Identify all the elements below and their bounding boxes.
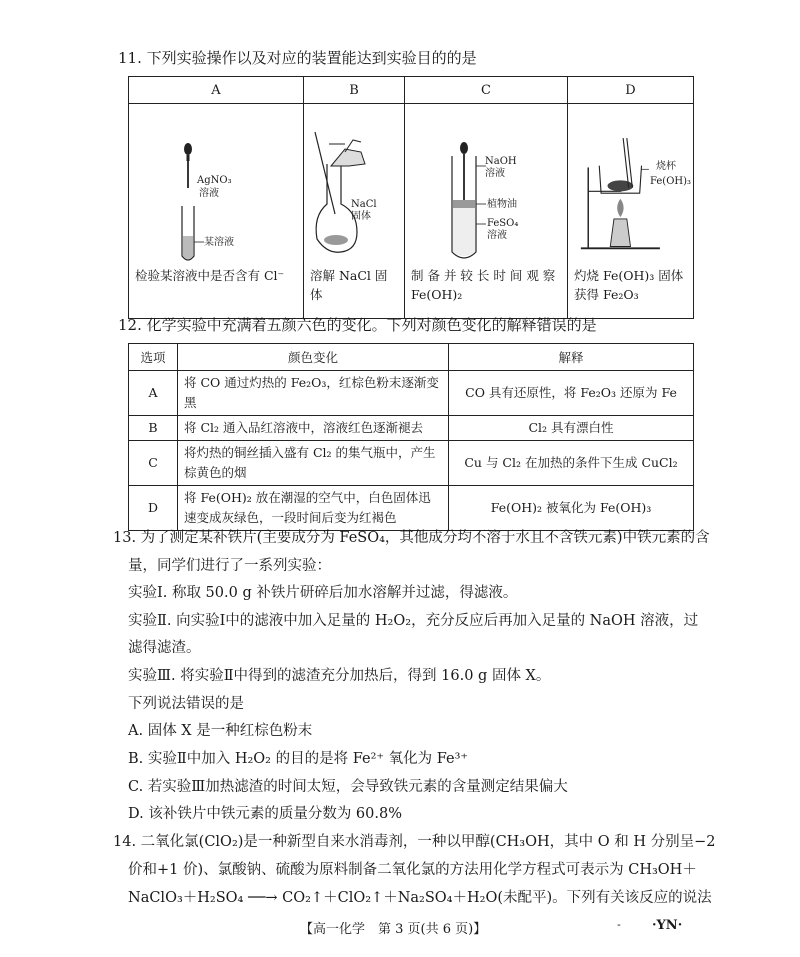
q12-title: 12. 化学实验中充满着五颜六色的变化。下列对颜色变化的解释错误的是 [118, 316, 597, 334]
row-explain: Fe(OH)₂ 被氧化为 Fe(OH)₃ [449, 486, 694, 531]
q13-experiment-3: 实验Ⅲ. 将实验Ⅱ中得到的滤渣充分加热后，得到 16.0 g 固体 X。 [128, 668, 551, 684]
q13-experiment-2b: 滤得滤渣。 [128, 640, 201, 656]
nacl-solid-label: 固体 [351, 211, 371, 222]
q11-header-a: A [129, 77, 304, 104]
q11-cell-c [405, 104, 568, 319]
row-change: 将 Fe(OH)₂ 放在潮湿的空气中，白色固体迅速变成灰绿色，一段时间后变为红褐色 [178, 486, 449, 531]
q14-line2: 价和+1 价)、氯酸钠、硫酸为原料制备二氧化氯的方法用化学方程式可表示为 CH₃OH＋ [128, 862, 697, 878]
row-change: 将 CO 通过灼热的 Fe₂O₃，红棕色粉末逐渐变黑 [178, 371, 449, 416]
q11-header-d: D [568, 77, 694, 104]
q13-line1: 13. 为了测定某补铁片(主要成分为 FeSO₄，其他成分均不溶于水且不含铁元素)中铁元素的含 [113, 530, 710, 546]
q13-experiment-2a: 实验Ⅱ. 向实验Ⅰ中的滤液中加入足量的 H₂O₂，充分反应后再加入足量的 NaOH 溶液，过 [128, 613, 699, 629]
row-explain: Cu 与 Cl₂ 在加热的条件下生成 CuCl₂ [449, 441, 694, 486]
q14-line1: 14. 二氧化氯(ClO₂)是一种新型自来水消毒剂，一种以甲醇(CH₃OH，其中 O 和 H 分别呈−2 [113, 834, 716, 850]
row-explain: CO 具有还原性，将 Fe₂O₃ 还原为 Fe [449, 371, 694, 416]
q14-line3: NaClO₃＋H₂SO₄ ──→ CO₂↑＋ClO₂↑＋Na₂SO₄＋H₂O(未配平)。下列有关该反应的说法 [128, 890, 712, 906]
row-option: B [129, 416, 178, 441]
q13-line2: 量，同学们进行了一系列实验： [128, 558, 331, 574]
q11-title: 11. 下列实验操作以及对应的装置能达到实验目的的是 [118, 49, 477, 67]
q11-caption-d: 灼烧 Fe(OH)₃ 固体 获得 Fe₂O₃ [574, 268, 684, 302]
q11-cell-b [304, 104, 405, 319]
q11-caption-b: 溶解 NaCl 固体 [310, 268, 388, 302]
q13-option-b: B. 实验Ⅱ中加入 H₂O₂ 的目的是将 Fe²⁺ 氧化为 Fe³⁺ [128, 751, 469, 767]
beaker-label: 烧杯 [656, 161, 676, 172]
footer-dash: - [617, 918, 621, 931]
feso4-solution-label: 溶液 [487, 230, 507, 241]
table-row [129, 371, 694, 416]
unknown-solution-label: 某溶液 [204, 237, 234, 248]
q11-header-c: C [405, 77, 568, 104]
row-option: D [129, 486, 178, 531]
q12-table [128, 343, 694, 531]
feoh2-preparation-apparatus [405, 104, 567, 264]
q11-cell-d [568, 104, 694, 319]
agno3-label: AgNO₃ [197, 175, 232, 186]
naoh-solution-label: 溶液 [485, 168, 505, 179]
q13-option-d: D. 该补铁片中铁元素的质量分数为 60.8% [128, 806, 402, 822]
q13-prompt: 下列说法错误的是 [128, 696, 244, 712]
q12-header-change: 颜色变化 [178, 344, 449, 371]
q11-caption-a: 检验某溶液中是否含有 Cl⁻ [135, 268, 285, 283]
q11-header-b: B [304, 77, 405, 104]
volumetric-flask-apparatus [304, 104, 404, 264]
row-option: A [129, 371, 178, 416]
naoh-label: NaOH [485, 156, 517, 167]
footer-code: ·YN· [652, 918, 683, 933]
nacl-label: NaCl [351, 199, 377, 210]
row-option: C [129, 441, 178, 486]
row-change: 将 Cl₂ 通入品红溶液中，溶液红色逐渐褪去 [178, 416, 449, 441]
table-row [129, 486, 694, 531]
q12-header-explain: 解释 [449, 344, 694, 371]
agno3-solution-label: 溶液 [199, 188, 219, 199]
q11-table [128, 76, 694, 319]
q11-cell-a [129, 104, 304, 319]
q13-option-c: C. 若实验Ⅲ加热滤渣的时间太短，会导致铁元素的含量测定结果偏大 [128, 779, 568, 795]
row-explain: Cl₂ 具有漂白性 [449, 416, 694, 441]
table-row [129, 416, 694, 441]
q13-experiment-1: 实验Ⅰ. 称取 50.0 g 补铁片研碎后加水溶解并过滤，得滤液。 [128, 585, 518, 601]
q12-header-option: 选项 [129, 344, 178, 371]
row-change: 将灼热的铜丝插入盛有 Cl₂ 的集气瓶中，产生棕黄色的烟 [178, 441, 449, 486]
page-footer: 【高一化学 第 3 页(共 6 页)】 [300, 922, 487, 937]
q13-option-a: A. 固体 X 是一种红棕色粉末 [128, 723, 313, 739]
feoh3-label: Fe(OH)₃ [650, 176, 692, 187]
q11-caption-c: 制 备 并 较 长 时 间 观 察 Fe(OH)₂ [411, 268, 556, 302]
table-row [129, 441, 694, 486]
vegetable-oil-label: 植物油 [487, 199, 517, 210]
feso4-label: FeSO₄ [487, 218, 519, 229]
